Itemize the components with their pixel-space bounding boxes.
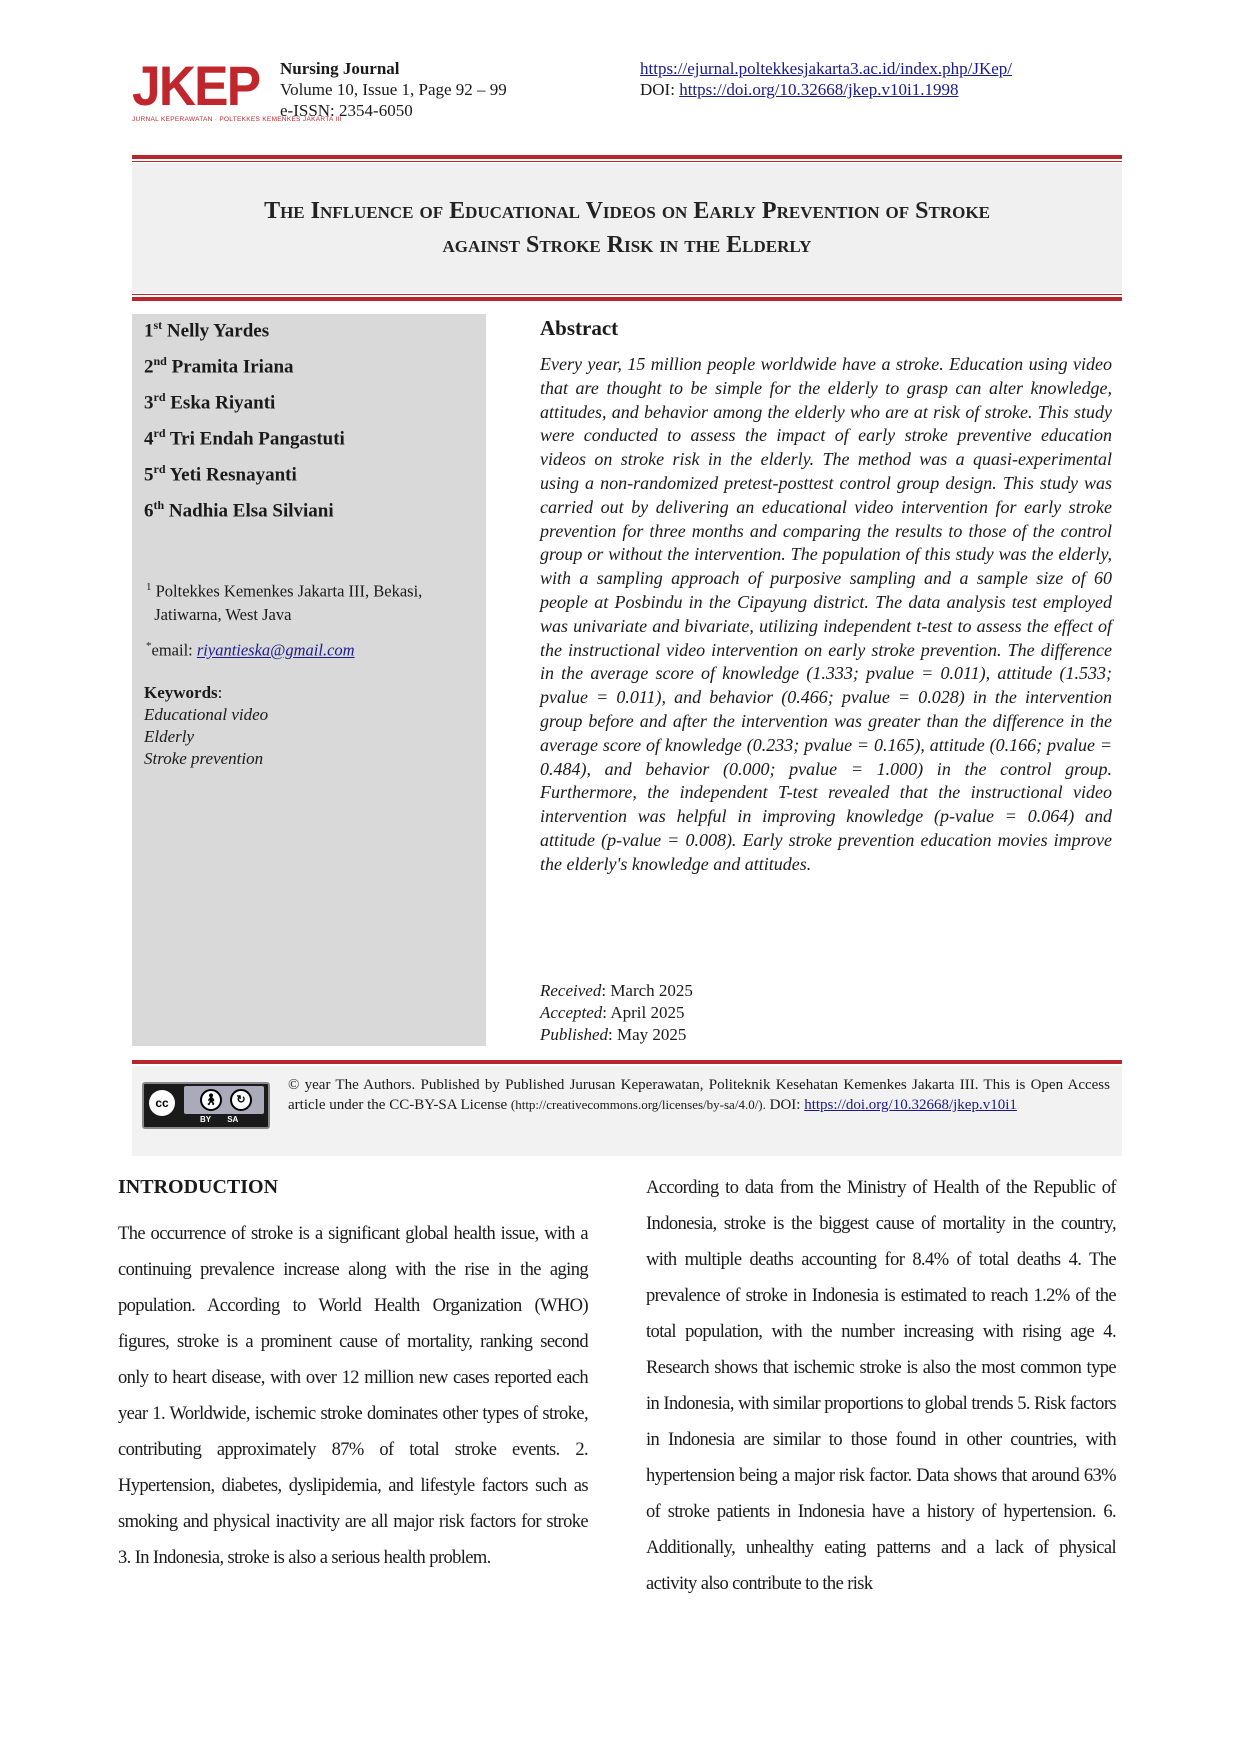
journal-info <box>280 58 507 121</box>
author-4: 4rd Tri Endah Pangastuti <box>144 426 345 450</box>
license-top-rule <box>132 1060 1122 1064</box>
license-doi-link[interactable]: https://doi.org/10.32668/jkep.v10i1 <box>804 1097 1017 1113</box>
journal-volume: Volume 10, Issue 1, Page 92 – 99 <box>280 80 507 99</box>
doi-label: DOI: <box>640 80 680 99</box>
license-url[interactable]: (http://creativecommons.org/licenses/by-sa/4.0/). <box>510 1097 766 1112</box>
keywords-heading: Keywords <box>144 683 218 702</box>
title-top-rule-thin <box>132 161 1122 162</box>
author-6: 6th Nadhia Elsa Silviani <box>144 498 334 522</box>
author-1: 1st Nelly Yardes <box>144 318 270 342</box>
paper-title <box>140 194 1114 262</box>
badge-strip <box>184 1086 264 1114</box>
badge-labels: BY SA <box>200 1115 239 1124</box>
affiliation: $^1$ Poltekkes Kemenkes Jakarta III, Bekasi, Jatiwarna, West Java <box>146 581 423 624</box>
keywords: Keywords: Educational video Elderly Stroke prevention <box>144 683 269 768</box>
author-5: 5rd Yeti Resnayanti <box>144 462 297 486</box>
title-bottom-rule <box>132 297 1122 301</box>
introduction-right-column: According to data from the Ministry of Health of the Republic of Indonesia, stroke is the biggest cause of mortality in the country, with multiple deaths accounting for 8.4% of total deaths 4. The prevalence of stroke in Indonesia is estimated to reach 1.2% of the total population, with the number increasing with rising age 4. Research shows that ischemic stroke is also the most common type in Indonesia, with similar proportions to global trends 5. Risk factors in Indonesia are similar to those found in other countries, with hypertension being a major risk factor. Data shows that around 63% of stroke patients in Indonesia have a history of hypertension. 6. Additionally, unhealthy eating patterns and a lack of physical activity also contribute to the risk <box>646 1178 1116 1594</box>
logo-text: JKEP <box>132 54 260 117</box>
title-bottom-rule-thin <box>132 294 1122 295</box>
attribution-icon: 🚶︎ <box>200 1089 222 1111</box>
cc-icon: cc <box>149 1090 175 1116</box>
abstract-text: Every year, 15 million people worldwide have a stroke. Education using video that are thought to be simple for the elderly to grasp can alter knowledge, attitudes, and behavior among the elderly who are at risk of stroke. This study were conducted to assess the impact of early stroke preventive education videos on stroke risk in the elderly. The method was a quasi-experimental using a non-randomized pretest-posttest control group design. This study was carried out by delivering an educational video intervention for early stroke prevention for three months and comparing the results to those of the control group or without the intervention. The population of this study was the elderly, with a sampling approach of purposive sampling and a sample size of 60 people at Posbindu in the Cipayung district. The data analysis test employed was univariate and bivariate, utilizing independent t-test to assess the effect of the instructional video intervention on early stroke prevention. The difference in the average score of knowledge (1.333; pvalue = 0.011), attitude (1.533; pvalue = 0.011), and behavior (0.466; pvalue = 0.028) in the intervention group before and after the intervention was greater than the difference in the average score of knowledge (0.233; pvalue = 0.165), attitude (0.166; pvalue = 0.484), and behavior (0.000; pvalue = 1.000) in the control group. Furthermore, the independent T-test revealed that the instructional video intervention was helpful in improving knowledge (p-value = 0.064) and attitude (p-value = 0.008). Early stroke prevention education movies improve the elderly's knowledge and attitudes. <box>540 354 1112 874</box>
title-line-2: against Stroke Risk in the Elderly <box>442 232 812 258</box>
corresponding-email: *email: riyantieska@gmail.com <box>146 640 355 660</box>
keyword-item: Stroke prevention <box>144 749 264 768</box>
journal-links <box>640 58 1012 100</box>
logo-subtext: JURNAL KEPERAWATAN · POLTEKKES KEMENKES JAKARTA III <box>132 116 342 123</box>
doi-link[interactable]: https://doi.org/10.32668/jkep.v10i1.1998 <box>679 80 959 99</box>
author-2: 2nd Pramita Iriana <box>144 354 294 378</box>
keyword-item: Elderly <box>144 727 195 746</box>
share-alike-icon: ↻ <box>230 1089 252 1111</box>
license-text: © year The Authors. Published by Published Jurusan Keperawatan, Politeknik Kesehatan Kemenkes Jakarta III. This is Open Access article under the CC-BY-SA License (http://creativecommons.org/licenses/by-sa/4.0/). DOI: https://doi.org/10.32668/jkep.v10i1 <box>288 1077 1110 1113</box>
article-dates: Received: March 2025 Accepted: April 2025 Published: May 2025 <box>540 981 693 1044</box>
introduction-left-column: The occurrence of stroke is a significant global health issue, with a continuing prevalence increase along with the rise in the aging population. According to World Health Organization (WHO) figures, stroke is a prominent cause of mortality, ranking second only to heart disease, with over 12 million new cases reported each year 1. Worldwide, ischemic stroke dominates other types of stroke, contributing approximately 87% of total stroke events. 2. Hypertension, diabetes, dyslipidemia, and lifestyle factors such as smoking and physical inactivity are all major risk factors for stroke 3. In Indonesia, stroke is also a serious health problem. <box>118 1224 588 1568</box>
email-link[interactable]: riyantieska@gmail.com <box>196 640 355 660</box>
journal-name: Nursing Journal <box>280 59 400 78</box>
title-line-1: The Influence of Educational Videos on Early Prevention of Stroke <box>264 198 990 224</box>
author-panel <box>132 314 486 1046</box>
author-3: 3rd Eska Riyanti <box>144 390 276 414</box>
journal-eissn: e-ISSN: 2354-6050 <box>280 101 413 120</box>
cc-by-sa-badge[interactable] <box>142 1082 270 1129</box>
keyword-item: Educational video <box>144 705 269 724</box>
abstract-heading: Abstract <box>540 316 619 340</box>
title-top-rule <box>132 155 1122 159</box>
journal-url-link[interactable]: https://ejurnal.poltekkesjakarta3.ac.id/index.php/JKep/ <box>640 59 1013 78</box>
introduction-heading: INTRODUCTION <box>118 1176 279 1198</box>
